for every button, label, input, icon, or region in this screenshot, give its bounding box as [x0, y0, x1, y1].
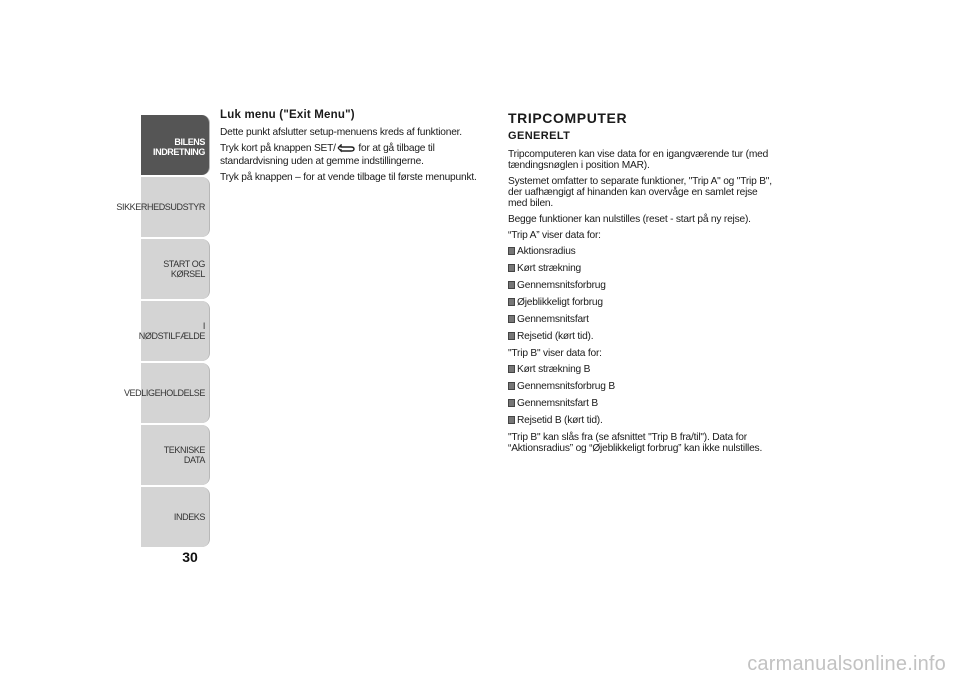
list-item: [508, 415, 778, 426]
page-number: 30: [182, 549, 198, 565]
square-bullet-icon: [508, 416, 515, 424]
trip-a-list: [508, 246, 778, 342]
square-bullet-icon: [508, 399, 515, 407]
tab-sikkerhedsudstyr[interactable]: SIKKERHEDSUDSTYR: [141, 177, 210, 237]
trip-b-intro: "Trip B" viser data for:: [508, 348, 602, 359]
trip-a-intro: “Trip A” viser data for:: [508, 230, 601, 241]
paragraph: Begge funktioner kan nulstilles (reset - start på ny rejse).: [508, 214, 751, 225]
tab-tekniske-data[interactable]: TEKNISKE DATA: [141, 425, 210, 485]
trip-b-list: [508, 364, 778, 426]
list-item-text: Gennemsnitsfart: [517, 314, 589, 325]
list-item: [508, 364, 778, 375]
paragraph: Dette punkt afslutter setup-menuens kreds af funktioner.: [220, 127, 462, 138]
tab-vedligeholdelse[interactable]: VEDLIGEHOLDELSE: [141, 363, 210, 423]
square-bullet-icon: [508, 264, 515, 272]
list-item-text: Aktionsradius: [517, 246, 576, 257]
watermark: carmanualsonline.info: [747, 653, 946, 675]
list-item: [508, 314, 778, 325]
paragraph-text: for at gå tilbage til standardvisning uden at gemme indstillingerne.: [220, 143, 435, 167]
square-bullet-icon: [508, 281, 515, 289]
paragraph-text: Tryk kort på knappen SET/: [220, 143, 336, 154]
square-bullet-icon: [508, 382, 515, 390]
list-item-text: Kørt strækning B: [517, 364, 591, 375]
list-item: [508, 297, 778, 308]
left-column: [220, 110, 490, 188]
tab-i-nodstilfaelde[interactable]: I NØDSTILFÆLDE: [141, 301, 210, 361]
list-item: [508, 280, 778, 291]
list-item-text: Rejsetid B (kørt tid).: [517, 415, 603, 426]
tab-indeks[interactable]: INDEKS: [141, 487, 210, 547]
square-bullet-icon: [508, 315, 515, 323]
right-column: [508, 110, 778, 459]
closing-paragraph: "Trip B" kan slås fra (se afsnittet "Trip B fra/til"). Data for “Aktionsradius” og “Øjeblikkeligt forbrug” kan ikke nulstilles.: [508, 432, 763, 454]
tab-start-og-korsel[interactable]: START OG KØRSEL: [141, 239, 210, 299]
section-heading-tripcomputer: TRIPCOMPUTER: [508, 110, 628, 126]
list-item-text: Øjeblikkeligt forbrug: [517, 297, 603, 308]
list-item: [508, 246, 778, 257]
square-bullet-icon: [508, 298, 515, 306]
tab-bilens-indretning[interactable]: BILENS INDRETNING: [141, 115, 210, 175]
square-bullet-icon: [508, 332, 515, 340]
paragraph: Tryk på knappen – for at vende tilbage til første menupunkt.: [220, 172, 477, 183]
paragraph-set-button: [220, 143, 490, 167]
subheading-generelt: GENERELT: [508, 130, 571, 142]
section-heading-exit-menu: Luk menu ("Exit Menu"): [220, 109, 355, 121]
list-item-text: Gennemsnitsforbrug: [517, 280, 606, 291]
list-item-text: Kørt strækning: [517, 263, 582, 274]
list-item-text: Gennemsnitsfart B: [517, 398, 598, 409]
paragraph: Systemet omfatter to separate funktioner, "Trip A" og "Trip B", der uafhængigt af hinanden kan overvåge en samlet rejse med bilen.: [508, 176, 772, 209]
square-bullet-icon: [508, 365, 515, 373]
list-item-text: Gennemsnitsforbrug B: [517, 381, 615, 392]
return-arrow-icon: [337, 144, 355, 156]
list-item: [508, 398, 778, 409]
list-item: [508, 381, 778, 392]
list-item: [508, 263, 778, 274]
paragraph: Tripcomputeren kan vise data for en igangværende tur (med tændingsnøglen i position MAR).: [508, 149, 769, 171]
list-item: [508, 331, 778, 342]
list-item-text: Rejsetid (kørt tid).: [517, 331, 594, 342]
square-bullet-icon: [508, 247, 515, 255]
